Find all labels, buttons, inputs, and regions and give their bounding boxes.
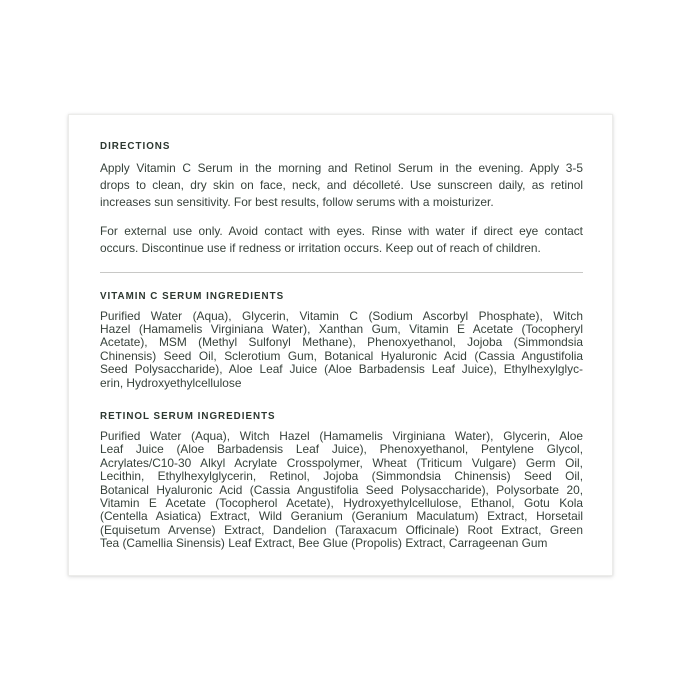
section-divider (100, 272, 583, 273)
text-line: Botanical Hyaluronic Acid (Cassia Angustifolia Seed Polysaccharide), Polysorbate 20, (100, 482, 583, 497)
text-line: Purified Water (Aqua), Glycerin, Vitamin C (Sodium Ascorbyl Phosphate), Witch (100, 308, 583, 323)
text-line: Apply Vitamin C Serum in the morning and Retinol Serum in the evening. Apply 3-5 (100, 161, 583, 175)
text-line: Acrylates/C10-30 Alkyl Acrylate Crosspolymer, Wheat (Triticum Vulgare) Germ Oil, (100, 455, 583, 470)
text-line: erin, Hydroxyethylcellulose (100, 375, 242, 390)
directions-usage-paragraph (100, 160, 583, 211)
text-line: Hazel (Hamamelis Virginiana Water), Xanthan Gum, Vitamin E Acetate (Tocopheryl (100, 321, 583, 336)
retinol-ingredients-paragraph (100, 430, 583, 551)
directions-heading: DIRECTIONS (100, 141, 171, 152)
product-info-card (68, 114, 613, 576)
retinol-ingredients-section (100, 411, 583, 551)
text-line: For external use only. Avoid contact with eyes. Rinse with water if direct eye contact (100, 223, 583, 238)
text-line: Lecithin, Ethylhexylglycerin, Retinol, Jojoba (Simmondsia Chinensis) Seed Oil, (100, 469, 583, 484)
vitamin-c-ingredients-heading: VITAMIN C SERUM INGREDIENTS (100, 290, 285, 302)
vitamin-c-ingredients-section (100, 291, 583, 390)
text-line: increases sun sensitivity. For best results, follow serums with a moisturizer. (100, 194, 494, 209)
directions-section (100, 141, 583, 257)
text-line: Vitamin E Acetate (Tocopherol Acetate), Hydroxyethylcellulose, Ethanol, Gotu Kola (100, 496, 583, 510)
directions-warning-paragraph (100, 223, 583, 257)
retinol-ingredients-heading: RETINOL SERUM INGREDIENTS (100, 410, 276, 422)
text-line: Leaf Juice (Aloe Barbadensis Leaf Juice), Phenoxyethanol, Pentylene Glycol, (100, 442, 583, 457)
text-line: Acetate), MSM (Methyl Sulfonyl Methane), Phenoxyethanol, Jojoba (Simmondsia (100, 335, 583, 350)
text-line: Tea (Camellia Sinensis) Leaf Extract, Bee Glue (Propolis) Extract, Carrageenan Gum (100, 536, 548, 551)
text-line: occurs. Discontinue use if redness or irritation occurs. Keep out of reach of children. (100, 240, 541, 255)
text-line: (Equisetum Arvense) Extract, Dandelion (Taraxacum Officinale) Root Extract, Green (100, 522, 583, 537)
text-line: Seed Polysaccharide), Aloe Leaf Juice (Aloe Barbadensis Leaf Juice), Ethylhexylglyc- (100, 362, 583, 377)
vitamin-c-ingredients-paragraph (100, 310, 583, 390)
text-line: drops to clean, dry skin on face, neck, and décolleté. Use sunscreen daily, as retinol (100, 177, 583, 192)
text-line: (Centella Asiatica) Extract, Wild Geranium (Geranium Maculatum) Extract, Horsetail (100, 509, 583, 524)
text-line: Chinensis) Seed Oil, Sclerotium Gum, Botanical Hyaluronic Acid (Cassia Angustifolia (100, 348, 583, 363)
text-line: Purified Water (Aqua), Witch Hazel (Hamamelis Virginiana Water), Glycerin, Aloe (100, 428, 583, 443)
